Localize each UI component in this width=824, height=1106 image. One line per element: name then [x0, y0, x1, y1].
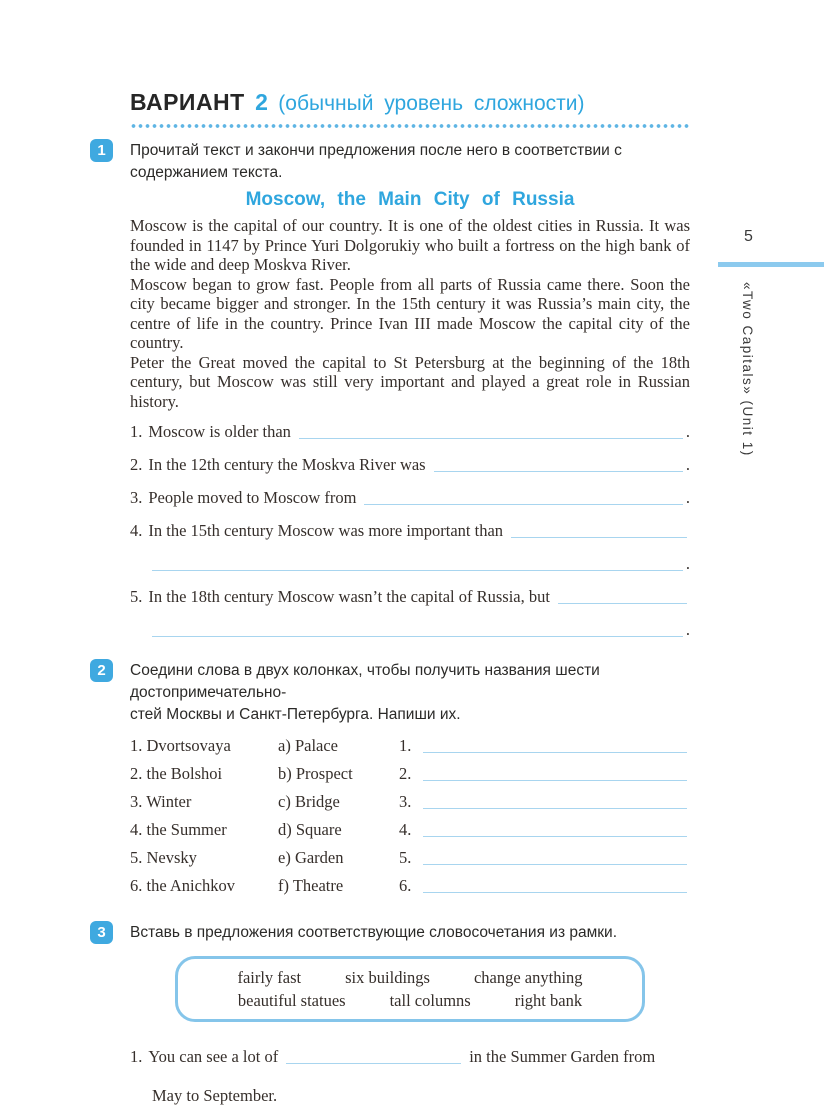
answer-blank: [364, 504, 682, 505]
page-number: 5: [744, 228, 753, 245]
period: .: [685, 620, 690, 639]
answer-blank: [423, 752, 687, 753]
answer-blank: [558, 603, 687, 604]
match-left-item: 4. the Summer: [130, 820, 227, 839]
answer-number: 4.: [399, 820, 412, 839]
word-box-item: six buildings: [345, 968, 430, 987]
answer-blank: [152, 570, 683, 571]
variant-label: ВАРИАНТ: [130, 89, 245, 115]
answer-number: 2.: [399, 764, 412, 783]
match-left-item: 1. Dvortsovaya: [130, 736, 231, 755]
period: .: [685, 488, 690, 507]
word-box-item: fairly fast: [237, 968, 302, 987]
match-row: [130, 820, 690, 840]
question-row: [130, 454, 690, 475]
sidebar-rule: [718, 262, 824, 267]
question-text: In the 12th century the Moskva River was: [148, 455, 426, 474]
question-text: In the 15th century Moscow was more important than: [148, 521, 504, 540]
match-left-item: 2. the Bolshoi: [130, 764, 223, 783]
answer-number: 6.: [399, 876, 412, 895]
variant-note: (обычный уровень сложности): [278, 92, 585, 115]
match-row: [130, 876, 690, 896]
matching-table: [130, 736, 690, 896]
word-box-line: [190, 989, 630, 1012]
period: .: [685, 422, 690, 441]
match-left-item: 3. Winter: [130, 792, 192, 811]
question-row: [130, 421, 690, 442]
answer-blank: [286, 1063, 461, 1064]
question-row: [130, 586, 690, 607]
sentence-text-after: in the Summer Garden from: [469, 1047, 656, 1066]
word-box-item: change anything: [473, 968, 583, 987]
answer-blank: [423, 864, 687, 865]
variant-header: [130, 88, 690, 128]
task-3-badge: 3: [90, 921, 113, 944]
match-right-option: a) Palace: [278, 736, 338, 755]
question-number: 5.: [130, 587, 143, 606]
answer-blank: [423, 780, 687, 781]
word-box: [175, 956, 645, 1022]
question-row: [130, 520, 690, 541]
match-right-option: c) Bridge: [278, 792, 340, 811]
reading-paragraph: Moscow began to grow fast. People from all parts of Russia came there. Soon the city became bigger and stronger. In the 15th century it was Russia’s main city, the centre of life in the country. Prince Ivan III made Moscow the capital city of the country.: [130, 274, 690, 352]
variant-number: 2: [255, 89, 268, 115]
period: .: [685, 554, 690, 573]
question-continuation-row: [130, 619, 690, 640]
task-2-instruction-line-2: стей Москвы и Санкт-Петербурга. Напиши их.: [130, 706, 461, 723]
answer-blank: [152, 636, 683, 637]
word-box-item: beautiful statues: [237, 991, 346, 1010]
period: .: [685, 455, 690, 474]
match-row: [130, 736, 690, 756]
answer-number: 1.: [399, 736, 412, 755]
match-left-item: 5. Nevsky: [130, 848, 197, 867]
word-box-item: right bank: [514, 991, 583, 1010]
answer-blank: [299, 438, 683, 439]
reading-title: Moscow, the Main City of Russia: [245, 189, 575, 210]
main-column: [97, 0, 690, 1106]
question-number: 4.: [130, 521, 143, 540]
answer-number: 5.: [399, 848, 412, 867]
match-right-option: f) Theatre: [278, 876, 344, 895]
sentence-row: [130, 1046, 690, 1106]
task-2: [97, 660, 690, 896]
reading-paragraph: Peter the Great moved the capital to St Petersburg at the beginning of the 18th century, but Moscow was still very important and played a great role in Russian history.: [130, 352, 690, 411]
task-3-instruction: Вставь в предложения соответствующие словосочетания из рамки.: [130, 924, 618, 941]
question-text: Moscow is older than: [148, 422, 291, 441]
task-1-badge: 1: [90, 139, 113, 162]
sentence-continuation: May to September.: [152, 1086, 278, 1105]
match-right-option: d) Square: [278, 820, 342, 839]
task-3: [97, 922, 690, 1106]
match-row: [130, 764, 690, 784]
match-row: [130, 848, 690, 868]
question-text: People moved to Moscow from: [148, 488, 357, 507]
question-row: [130, 487, 690, 508]
unit-sidebar-label: «Two Capitals» (Unit 1): [740, 282, 755, 457]
answer-blank: [423, 892, 687, 893]
reading-paragraph: Moscow is the capital of our country. It is one of the oldest cities in Russia. It was founded in 1147 by Prince Yuri Dolgorukiy who built a fortress on the high bank of the wide and deep Moskva River.: [130, 216, 690, 274]
question-number: 3.: [130, 488, 143, 507]
match-left-item: 6. the Anichkov: [130, 876, 235, 895]
task-2-badge: 2: [90, 659, 113, 682]
word-box-item: tall columns: [389, 991, 471, 1010]
answer-blank: [511, 537, 687, 538]
answer-number: 3.: [399, 792, 412, 811]
answer-blank: [423, 836, 687, 837]
answer-blank: [434, 471, 683, 472]
dotted-rule: [130, 124, 690, 128]
task-1: [97, 140, 690, 640]
sentence-number: 1.: [130, 1047, 143, 1066]
match-right-option: b) Prospect: [278, 764, 353, 783]
sentence-text-before: You can see a lot of: [148, 1047, 279, 1066]
word-box-line: [190, 966, 630, 989]
task-2-instruction-line-1: Соедини слова в двух колонках, чтобы получить названия шести достопримечательно-: [130, 662, 600, 701]
match-right-option: e) Garden: [278, 848, 344, 867]
question-number: 2.: [130, 455, 143, 474]
answer-blank: [423, 808, 687, 809]
match-row: [130, 792, 690, 812]
task-1-instruction: Прочитай текст и закончи предложения после него в соответствии с содержанием текста.: [130, 142, 622, 181]
question-number: 1.: [130, 422, 143, 441]
question-continuation-row: [130, 553, 690, 574]
task-1-questions: [130, 421, 690, 640]
question-text: In the 18th century Moscow wasn’t the capital of Russia, but: [148, 587, 550, 606]
